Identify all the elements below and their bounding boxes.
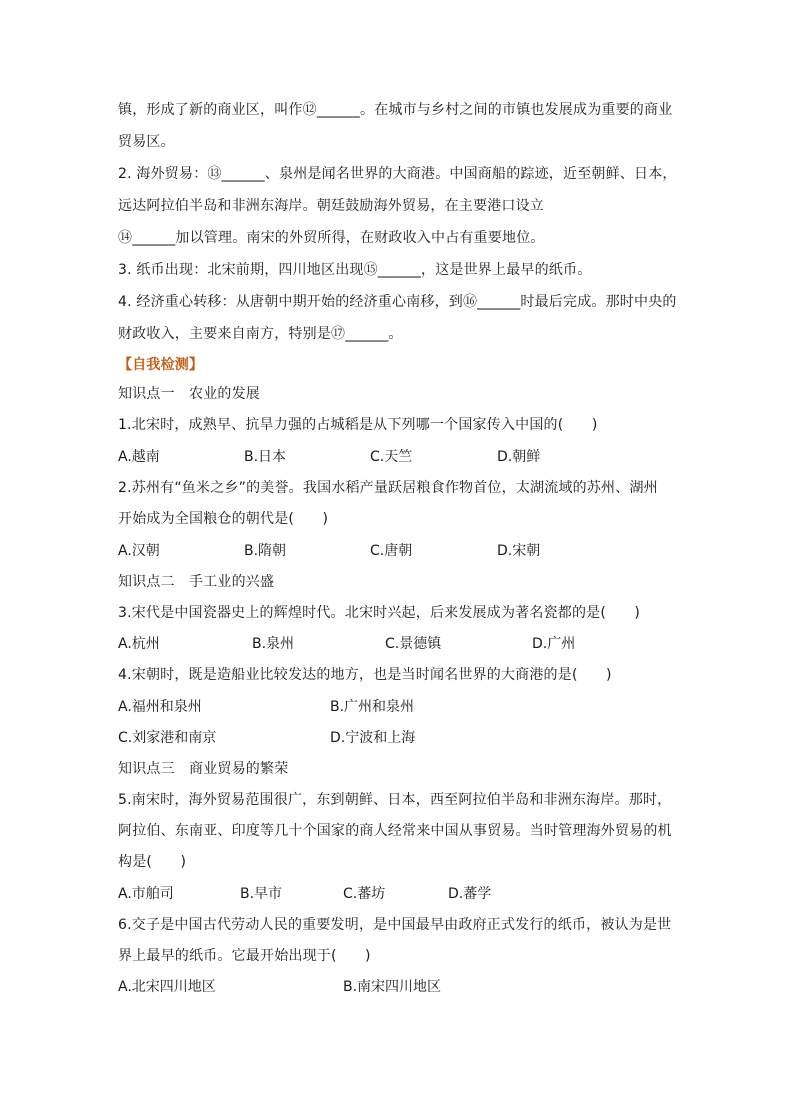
option-c: C.景德镇 bbox=[385, 636, 442, 652]
option-b: B.南宋四川地区 bbox=[343, 979, 442, 995]
option-c: C.刘家港和南京 bbox=[118, 730, 217, 746]
option-a: A.越南 bbox=[118, 449, 160, 465]
text-line: 财政收入，主要来自南方，特别是⑰______。 bbox=[118, 326, 403, 342]
text-line: ⑭______加以管理。南宋的外贸所得，在财政收入中占有重要地位。 bbox=[118, 230, 545, 246]
option-a: A.杭州 bbox=[118, 636, 160, 652]
option-b: B.广州和泉州 bbox=[330, 699, 415, 715]
option-c: C.蕃坊 bbox=[343, 886, 386, 902]
text-line: 4. 经济重心转移：从唐朝中期开始的经济重心南移，到⑯______时最后完成。那时中央的 bbox=[118, 294, 677, 310]
option-d: D.蕃学 bbox=[448, 886, 492, 902]
section-heading: 【自我检测】 bbox=[118, 357, 204, 373]
option-d: D.广州 bbox=[532, 636, 576, 652]
question-text: 5.南宋时，海外贸易范围很广，东到朝鲜、日本，西至阿拉伯半岛和非洲东海岸。那时， bbox=[118, 792, 672, 808]
knowledge-point-heading: 知识点三 商业贸易的繁荣 bbox=[118, 761, 289, 777]
option-b: B.隋朝 bbox=[244, 543, 287, 559]
option-a: A.汉朝 bbox=[118, 543, 160, 559]
question-text: 2.苏州有“鱼米之乡”的美誉。我国水稻产量跃居粮食作物首位，太湖流域的苏州、湖州 bbox=[118, 480, 658, 496]
question-text: 6.交子是中国古代劳动人民的重要发明，是中国最早由政府正式发行的纸币，被认为是世 bbox=[118, 917, 672, 933]
question-text: 1.北宋时，成熟早、抗旱力强的占城稻是从下列哪一个国家传入中国的( ) bbox=[118, 417, 598, 433]
option-d: D.朝鲜 bbox=[497, 449, 541, 465]
option-b: B.早市 bbox=[240, 886, 283, 902]
option-c: C.天竺 bbox=[370, 449, 413, 465]
text-line: 3. 纸币出现：北宋前期，四川地区出现⑮______，这是世界上最早的纸币。 bbox=[118, 262, 592, 278]
question-text: 界上最早的纸币。它最开始出现于( ) bbox=[118, 948, 371, 964]
knowledge-point-heading: 知识点一 农业的发展 bbox=[118, 386, 260, 402]
option-a: A.福州和泉州 bbox=[118, 699, 202, 715]
question-text: 开始成为全国粮仓的朝代是( ) bbox=[118, 511, 329, 527]
text-line: 镇，形成了新的商业区，叫作⑫______。在城市与乡村之间的市镇也发展成为重要的商业 bbox=[118, 102, 673, 118]
text-line: 远达阿拉伯半岛和非洲东海岸。朝廷鼓励海外贸易，在主要港口设立 bbox=[118, 198, 544, 214]
text-line: 2. 海外贸易：⑬______、泉州是闻名世界的大商港。中国商船的踪迹，近至朝鲜、日本， bbox=[118, 166, 677, 182]
option-d: D.宁波和上海 bbox=[330, 730, 416, 746]
option-b: B.泉州 bbox=[252, 636, 295, 652]
question-text: 4.宋朝时，既是造船业比较发达的地方，也是当时闻名世界的大商港的是( ) bbox=[118, 667, 612, 683]
question-text: 阿拉伯、东南亚、印度等几十个国家的商人经常来中国从事贸易。当时管理海外贸易的机 bbox=[118, 823, 672, 839]
option-a: A.市舶司 bbox=[118, 886, 174, 902]
text-line: 贸易区。 bbox=[118, 134, 175, 150]
question-text: 构是( ) bbox=[118, 854, 187, 870]
option-d: D.宋朝 bbox=[497, 543, 541, 559]
question-text: 3.宋代是中国瓷器史上的辉煌时代。北宋时兴起，后来发展成为著名瓷都的是( ) bbox=[118, 605, 641, 621]
option-c: C.唐朝 bbox=[370, 543, 413, 559]
option-a: A.北宋四川地区 bbox=[118, 979, 216, 995]
option-b: B.日本 bbox=[244, 449, 287, 465]
knowledge-point-heading: 知识点二 手工业的兴盛 bbox=[118, 574, 275, 590]
